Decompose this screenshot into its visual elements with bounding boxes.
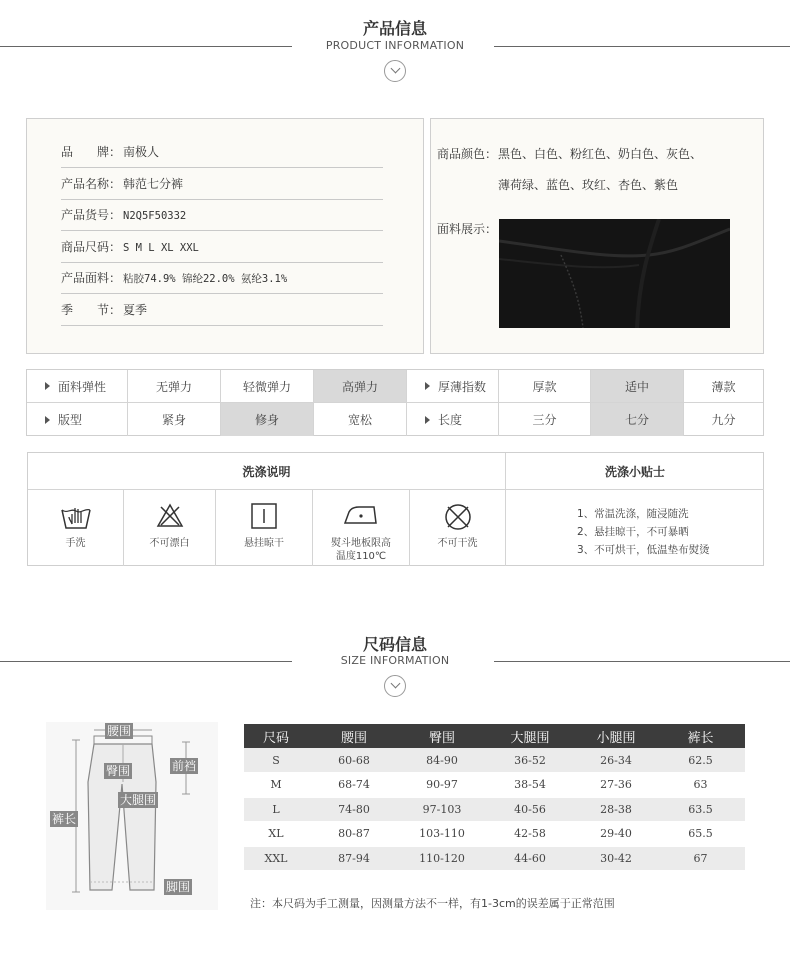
wash-item-no-dry-clean [410, 490, 506, 566]
table-cell: XXL [244, 846, 308, 871]
wash-caption: 手洗 [65, 538, 86, 549]
table-cell: 63 [656, 773, 745, 798]
table-row [244, 822, 745, 847]
info-value: 韩范七分裤 [123, 177, 184, 191]
attr-option: 宽松 [314, 403, 407, 436]
triangle-right-icon [45, 382, 50, 390]
size-info-subtitle: SIZE INFORMATION [340, 654, 450, 667]
size-info-title: 尺码信息 [362, 635, 427, 654]
table-cell: 26-34 [576, 748, 656, 773]
triangle-right-icon [45, 416, 50, 424]
info-row-brand [61, 137, 383, 168]
info-row-name [61, 169, 383, 200]
size-col-header: 臀围 [400, 724, 484, 748]
table-cell: M [244, 773, 308, 798]
triangle-right-icon [425, 416, 430, 424]
size-col-header: 腰围 [308, 724, 400, 748]
hand-wash-icon [59, 502, 93, 530]
attr-option: 厚款 [499, 370, 591, 403]
table-row [244, 748, 745, 773]
size-col-header: 裤长 [656, 724, 745, 748]
fabric-label: 面料展示： [437, 222, 498, 236]
diagram-label-waist: 腰围 [107, 724, 132, 738]
info-value: N2Q5F50332 [123, 210, 187, 222]
colors-line-2: 薄荷绿、蓝色、玫红、杏色、紫色 [498, 178, 679, 192]
table-cell: 67 [656, 846, 745, 871]
color-fabric-panel [430, 118, 764, 354]
table-cell: 103-110 [400, 822, 484, 847]
chevron-down-icon [384, 675, 406, 697]
table-cell: 84-90 [400, 748, 484, 773]
info-label: 产品名称： [61, 177, 122, 191]
wash-caption: 悬挂晾干 [244, 538, 284, 549]
diagram-label-rise: 前裆 [172, 759, 197, 773]
info-label: 商品尺码： [61, 240, 122, 254]
info-label: 产品面料： [61, 271, 122, 285]
table-cell: 62.5 [656, 748, 745, 773]
attribute-grid [26, 369, 764, 436]
diagram-label-length: 裤长 [52, 812, 77, 826]
attr-option: 三分 [499, 403, 591, 436]
fabric-swatch-image [499, 219, 730, 328]
table-cell: 110-120 [400, 846, 484, 871]
size-col-header: 大腿围 [484, 724, 576, 748]
size-table [244, 724, 745, 871]
table-cell: 28-38 [576, 797, 656, 822]
size-col-header: 小腿围 [576, 724, 656, 748]
wash-item-hand-wash [28, 490, 124, 566]
info-row-fabric [61, 263, 383, 294]
washing-tip: 3、不可烘干，低温垫布熨烫 [577, 544, 710, 556]
size-table-header-row [244, 724, 745, 748]
washing-title: 洗涤说明 [28, 453, 506, 490]
table-cell: 65.5 [656, 822, 745, 847]
washing-tip: 2、悬挂晾干，不可暴晒 [577, 526, 689, 538]
table-cell: 90-97 [400, 773, 484, 798]
table-cell: S [244, 748, 308, 773]
attr-option: 薄款 [684, 370, 763, 403]
wash-caption [313, 537, 409, 563]
info-row-sizes [61, 232, 383, 263]
colors-line-1: 黑色、白色、粉红色、奶白色、灰色、 [498, 147, 703, 161]
info-value: 夏季 [123, 303, 148, 317]
wash-item-no-bleach [124, 490, 216, 566]
size-note: 注：本尺码为手工测量，因测量方法不一样，有1-3cm的误差属于正常范围 [250, 897, 615, 910]
table-cell: 30-42 [576, 846, 656, 871]
wash-caption-line: 温度110℃ [335, 551, 387, 562]
table-cell: 27-36 [576, 773, 656, 798]
table-cell: 68-74 [308, 773, 400, 798]
table-cell: XL [244, 822, 308, 847]
table-cell: 74-80 [308, 797, 400, 822]
info-label: 产品货号： [61, 208, 122, 222]
size-col-header: 尺码 [244, 724, 308, 748]
attr-name: 版型 [58, 413, 83, 427]
info-row-sku [61, 200, 383, 231]
attr-elasticity-label [27, 370, 128, 403]
attr-option: 紧身 [128, 403, 221, 436]
washing-tip: 1、常温洗涤，随浸随洗 [577, 508, 689, 520]
triangle-right-icon [425, 382, 430, 390]
washing-table [27, 452, 764, 566]
wash-item-iron [313, 490, 410, 566]
no-dry-clean-icon [443, 502, 473, 532]
info-label: 季 节： [61, 303, 122, 317]
no-bleach-icon [156, 502, 184, 528]
attr-name: 厚薄指数 [438, 379, 487, 394]
table-cell: 38-54 [484, 773, 576, 798]
pants-measurement-diagram [46, 722, 218, 910]
product-info-title: 产品信息 [362, 19, 427, 38]
washing-tips-title: 洗涤小贴士 [506, 453, 764, 490]
diagram-label-thigh: 大腿围 [120, 793, 157, 807]
table-cell: 87-94 [308, 846, 400, 871]
table-cell: 40-56 [484, 797, 576, 822]
info-value: 粘胶74.9% 锦纶22.0% 氨纶3.1% [123, 273, 288, 285]
attr-name: 面料弹性 [58, 379, 107, 394]
table-cell: L [244, 797, 308, 822]
table-cell: 29-40 [576, 822, 656, 847]
attr-option: 无弹力 [128, 370, 221, 403]
info-row-season [61, 295, 383, 326]
attr-fit-label [27, 403, 128, 436]
table-cell: 60-68 [308, 748, 400, 773]
table-cell: 63.5 [656, 797, 745, 822]
wash-item-hang-dry [216, 490, 313, 566]
attr-option-selected: 七分 [591, 403, 684, 436]
washing-tips [577, 505, 710, 559]
diagram-label-hip: 臀围 [106, 764, 131, 778]
info-value: 南极人 [123, 145, 160, 159]
info-value: S M L XL XXL [123, 242, 199, 254]
table-row [244, 846, 745, 871]
info-label: 品 牌： [61, 145, 122, 159]
table-cell: 36-52 [484, 748, 576, 773]
wash-caption: 不可漂白 [149, 538, 190, 549]
attr-option-selected: 高弹力 [314, 370, 407, 403]
attr-name: 长度 [438, 413, 463, 427]
hang-dry-icon [250, 502, 278, 530]
table-row [244, 773, 745, 798]
iron-icon [343, 502, 379, 526]
attr-length-label [407, 403, 499, 436]
attr-option: 九分 [711, 413, 736, 427]
diagram-label-hem: 脚围 [166, 880, 191, 894]
colors-label: 商品颜色： [437, 147, 498, 161]
product-info-subtitle: PRODUCT INFORMATION [325, 39, 465, 52]
table-cell: 80-87 [308, 822, 400, 847]
attr-option: 轻微弹力 [221, 370, 314, 403]
attr-option-selected: 修身 [221, 403, 314, 436]
attr-option-selected: 适中 [591, 370, 684, 403]
table-cell: 97-103 [400, 797, 484, 822]
wash-caption: 不可干洗 [437, 538, 478, 549]
table-cell: 42-58 [484, 822, 576, 847]
wash-caption-line: 熨斗地板限高 [331, 538, 391, 549]
chevron-down-icon [384, 60, 406, 82]
product-details-panel [26, 118, 424, 354]
attr-thickness-label [407, 370, 499, 403]
table-row [244, 797, 745, 822]
table-cell: 44-60 [484, 846, 576, 871]
